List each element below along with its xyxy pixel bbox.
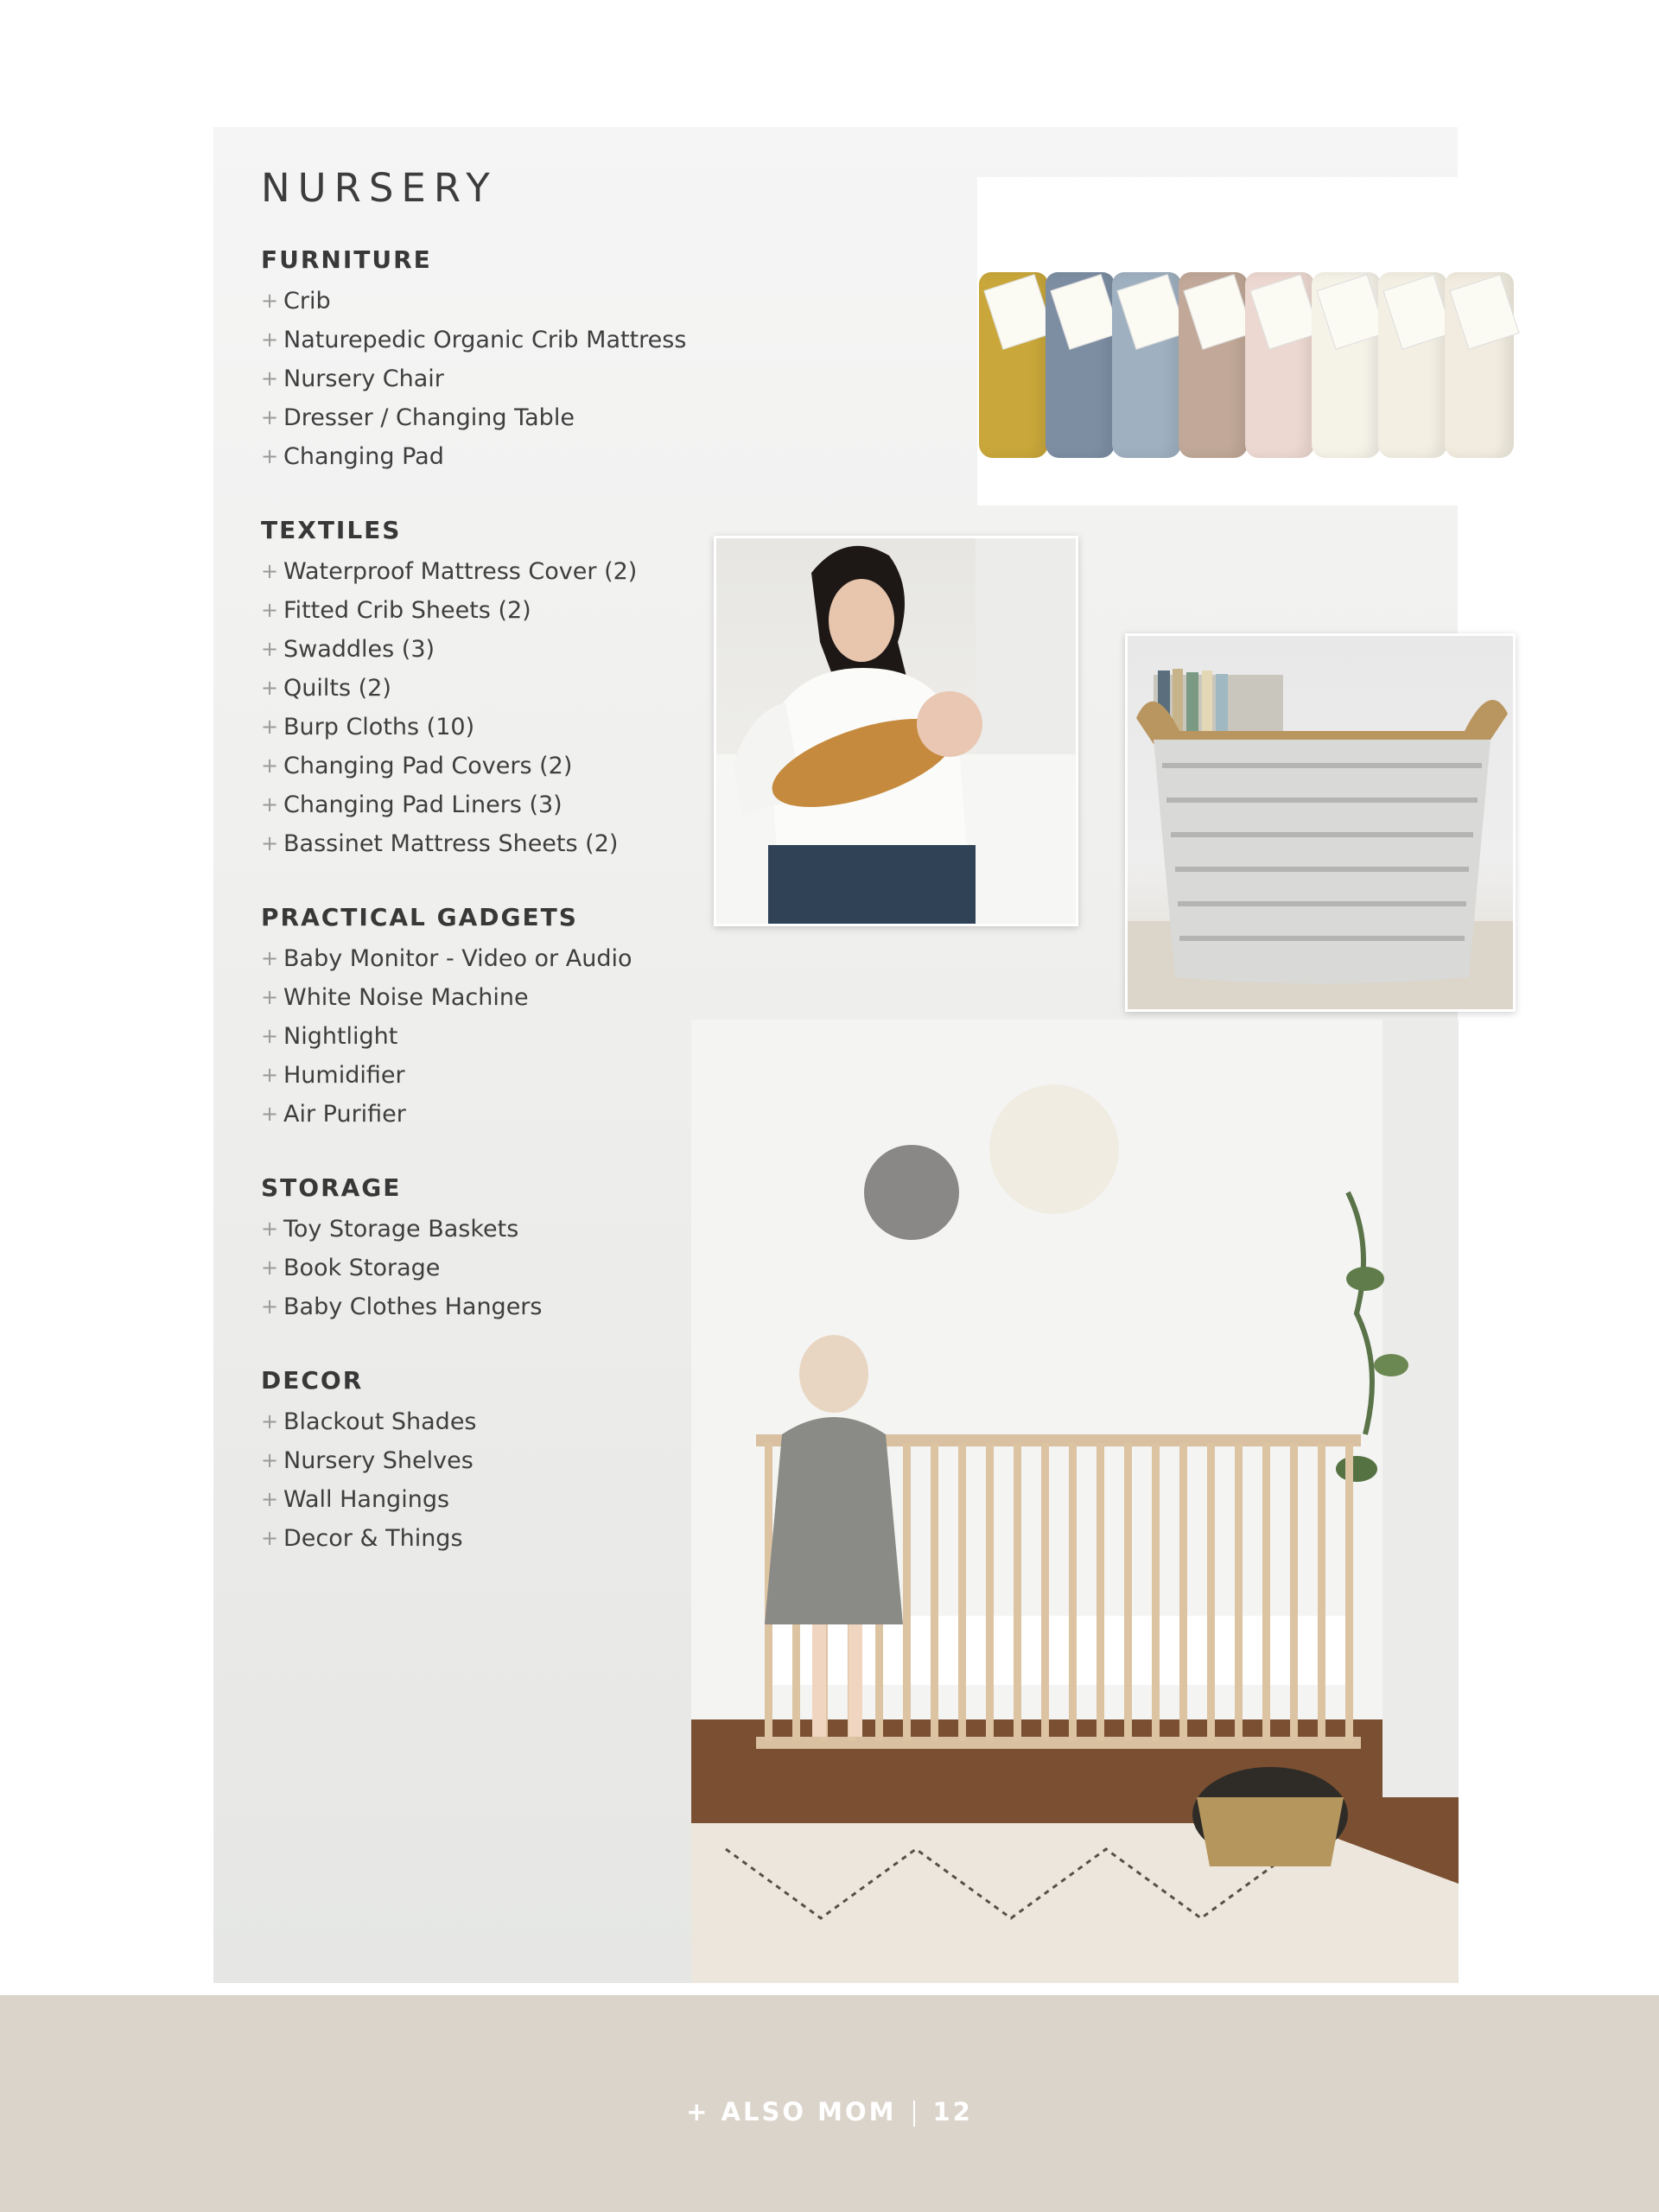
footer-text xyxy=(0,2094,1659,2129)
list-item-label: Air Purifier xyxy=(283,1101,406,1128)
crib-bar xyxy=(1041,1443,1049,1741)
list-item xyxy=(261,708,710,747)
swaddles-photo xyxy=(977,177,1552,505)
plus-icon: + xyxy=(261,1217,279,1241)
nursery-room-photo xyxy=(691,1020,1459,1983)
list-item xyxy=(261,1441,710,1480)
crib-bar xyxy=(958,1443,966,1741)
plus-icon: + xyxy=(261,715,279,739)
swaddle-roll xyxy=(1046,272,1115,458)
plus-icon: + xyxy=(261,559,279,583)
nursery-illustration xyxy=(691,1020,1459,1983)
swaddle-tag xyxy=(1116,274,1186,350)
list-item-label: Blackout Shades xyxy=(283,1408,477,1435)
list-item-label: Changing Pad xyxy=(283,443,444,470)
swaddle-tag xyxy=(983,274,1053,350)
plus-icon: + xyxy=(261,1063,279,1087)
section-title: STORAGE xyxy=(261,1173,402,1202)
checklist-column xyxy=(261,162,710,1596)
crib-bar xyxy=(931,1443,938,1741)
list-item xyxy=(261,1095,710,1134)
list-item xyxy=(261,591,710,630)
storage-basket-photo xyxy=(1125,633,1516,1012)
plus-icon: + xyxy=(261,985,279,1009)
page-number: 12 xyxy=(932,2097,973,2126)
list-item xyxy=(261,437,710,476)
list-item-label: Burp Cloths (10) xyxy=(283,714,475,741)
crib-bar xyxy=(1124,1443,1132,1741)
list-item-label: Baby Monitor - Video or Audio xyxy=(283,945,632,972)
crib-bar xyxy=(903,1443,911,1741)
plus-icon: + xyxy=(261,1294,279,1319)
page-title: NURSERY xyxy=(261,165,498,211)
plus-icon: + xyxy=(261,1448,279,1472)
list-item-label: White Noise Machine xyxy=(283,984,529,1011)
list-item-label: Crib xyxy=(283,288,331,315)
list-item-label: Fitted Crib Sheets (2) xyxy=(283,597,531,624)
list-item xyxy=(261,1017,710,1056)
crib-bar xyxy=(1069,1443,1077,1741)
list-item-label: Nursery Shelves xyxy=(283,1447,474,1474)
crib-bar xyxy=(1290,1443,1298,1741)
list-item-label: Naturepedic Organic Crib Mattress xyxy=(283,327,687,353)
crib-bar xyxy=(1262,1443,1270,1741)
list-item xyxy=(261,282,710,321)
list-item xyxy=(261,630,710,669)
plus-icon: + xyxy=(261,1409,279,1433)
crib-bar xyxy=(1318,1443,1325,1741)
list-item xyxy=(261,785,710,824)
section-practical-gadgets xyxy=(261,901,710,1134)
list-item-label: Changing Pad Liners (3) xyxy=(283,791,563,818)
crib-bar xyxy=(1179,1443,1187,1741)
swaddle-tag xyxy=(1382,274,1452,350)
list-item-label: Dresser / Changing Table xyxy=(283,404,575,431)
list-item xyxy=(261,1249,710,1287)
list-item xyxy=(261,1056,710,1095)
section-decor xyxy=(261,1364,710,1558)
list-item xyxy=(261,552,710,591)
section-title: TEXTILES xyxy=(261,516,402,544)
swaddle-roll xyxy=(1245,272,1314,458)
list-item-label: Decor & Things xyxy=(283,1525,463,1552)
list-item xyxy=(261,939,710,978)
list-item xyxy=(261,321,710,359)
swaddle-tag xyxy=(1449,274,1519,350)
list-item xyxy=(261,747,710,785)
mom-holding-baby-photo xyxy=(714,536,1078,926)
plus-icon: + xyxy=(261,676,279,700)
section-title: FURNITURE xyxy=(261,245,432,274)
plus-icon: + xyxy=(261,831,279,855)
checklist-sections xyxy=(261,244,710,1558)
swaddle-tag xyxy=(1316,274,1386,350)
list-item-label: Toy Storage Baskets xyxy=(283,1216,519,1243)
list-item-label: Quilts (2) xyxy=(283,675,391,702)
list-item xyxy=(261,398,710,437)
plus-icon: + xyxy=(261,753,279,778)
section-title: DECOR xyxy=(261,1366,364,1395)
crib-bar xyxy=(1207,1443,1215,1741)
crib-bar xyxy=(1014,1443,1021,1741)
plus-icon: + xyxy=(261,289,279,313)
list-item-label: Bassinet Mattress Sheets (2) xyxy=(283,830,619,857)
list-item xyxy=(261,669,710,708)
list-item-label: Waterproof Mattress Cover (2) xyxy=(283,558,638,585)
list-item-label: Swaddles (3) xyxy=(283,636,435,663)
list-item xyxy=(261,1210,710,1249)
list-item-label: Book Storage xyxy=(283,1255,441,1281)
crib-bar xyxy=(1345,1443,1353,1741)
section-title: PRACTICAL GADGETS xyxy=(261,903,578,931)
list-item xyxy=(261,824,710,863)
plus-icon: + xyxy=(261,366,279,391)
footer-divider xyxy=(913,2101,915,2126)
swaddle-roll xyxy=(979,272,1048,458)
plus-icon: + xyxy=(261,327,279,352)
plus-icon: + xyxy=(261,792,279,817)
crib-bar xyxy=(1235,1443,1243,1741)
list-item-label: Nursery Chair xyxy=(283,365,444,392)
plus-icon: + xyxy=(261,1024,279,1048)
crib-bar xyxy=(986,1443,994,1741)
swaddle-roll xyxy=(1445,272,1514,458)
list-item-label: Wall Hangings xyxy=(283,1486,450,1513)
list-item-label: Nightlight xyxy=(283,1023,398,1050)
plus-icon: + xyxy=(261,598,279,622)
list-item xyxy=(261,359,710,398)
plus-icon: + xyxy=(261,946,279,970)
plus-icon: + xyxy=(261,1487,279,1511)
crib-bar xyxy=(1096,1443,1104,1741)
crib-bar xyxy=(1152,1443,1160,1741)
plus-icon: + xyxy=(261,1526,279,1550)
swaddle-roll xyxy=(1378,272,1447,458)
section-storage xyxy=(261,1172,710,1326)
plus-icon: + xyxy=(261,637,279,661)
plus-icon: + xyxy=(261,444,279,468)
swaddle-tag xyxy=(1050,274,1120,350)
basket-illustration xyxy=(1128,636,1513,1009)
section-furniture xyxy=(261,244,710,476)
footer-brand: + ALSO MOM xyxy=(686,2097,897,2126)
plus-icon: + xyxy=(261,1255,279,1280)
list-item-label: Changing Pad Covers (2) xyxy=(283,753,573,779)
swaddle-roll xyxy=(1112,272,1181,458)
plus-icon: + xyxy=(261,405,279,429)
list-item xyxy=(261,1480,710,1519)
mom-illustration xyxy=(716,538,1076,924)
list-item xyxy=(261,1402,710,1441)
list-item-label: Baby Clothes Hangers xyxy=(283,1294,543,1320)
section-textiles xyxy=(261,514,710,863)
plus-icon: + xyxy=(261,1102,279,1126)
swaddle-tag xyxy=(1183,274,1253,350)
swaddle-roll xyxy=(1312,272,1381,458)
swaddle-tag xyxy=(1249,274,1319,350)
list-item xyxy=(261,978,710,1017)
list-item xyxy=(261,1519,710,1558)
list-item-label: Humidifier xyxy=(283,1062,405,1089)
swaddle-roll xyxy=(1179,272,1248,458)
list-item xyxy=(261,1287,710,1326)
